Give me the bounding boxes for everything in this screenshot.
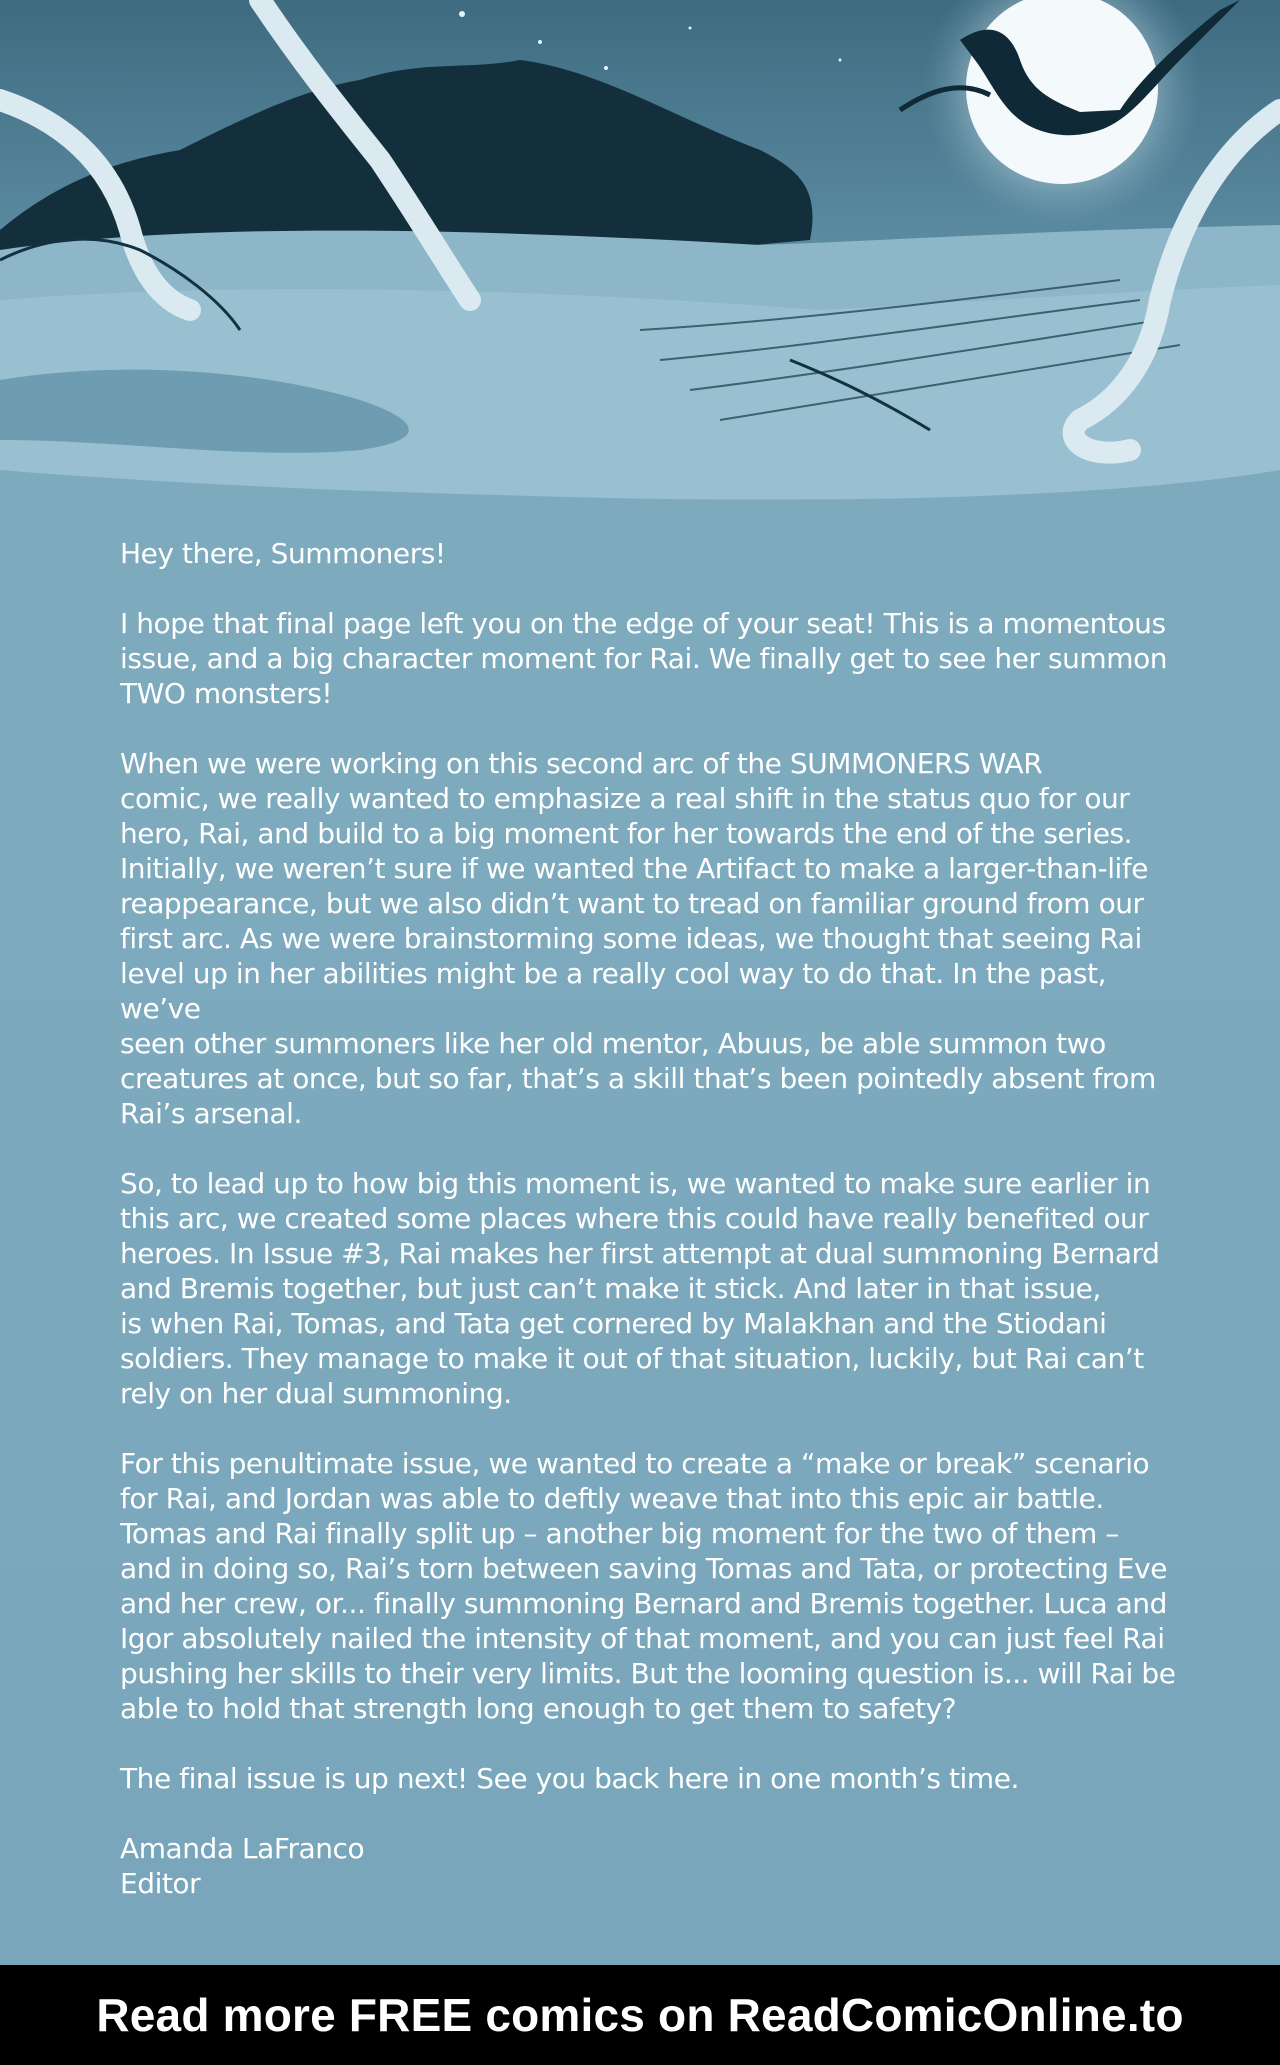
letter-paragraph-4: For this penultimate issue, we wanted to create a “make or break” scenario for Rai, and Jordan was able to deftly weave that into this epic air battle. Tomas and Rai finally split up – another big moment for the two of them – and in doing so, Rai’s torn between saving Tomas and Tata, or protecting Eve and her crew, or... finally summoning Bernard and Bremis together. Luca and Igor absolutely nailed the intensity of that moment, and you can just feel Rai pushing her skills to their very limits. But the looming question is... will Rai be able to hold that strength long enough to get them to safety? bbox=[120, 1447, 1176, 1725]
promo-banner bbox=[0, 1965, 1280, 2065]
editor-letter bbox=[120, 536, 1180, 1901]
promo-banner-text: Read more FREE comics on ReadComicOnline.to bbox=[96, 1989, 1184, 2041]
letter-paragraph-2: When we were working on this second arc of the SUMMONERS WAR comic, we really wanted to emphasize a real shift in the status quo for our hero, Rai, and build to a big moment for her towards the end of the series. Initially, we weren’t sure if we wanted the Artifact to make a larger-than-life reappearance, but we also didn’t want to tread on familiar ground from our first arc. As we were brainstorming some ideas, we thought that seeing Rai level up in her abilities might be a really cool way to do that. In the past, we’ve seen other summoners like her old mentor, Abuus, be able summon two creatures at once, but so far, that’s a skill that’s been pointedly absent from Rai’s arsenal. bbox=[120, 747, 1156, 1130]
night-landscape-illustration bbox=[0, 0, 1280, 520]
letter-paragraph-1: I hope that final page left you on the edge of your seat! This is a momentous issue, and a big character moment for Rai. We finally get to see her summon TWO monsters! bbox=[120, 607, 1168, 710]
signature-title: Editor bbox=[120, 1867, 201, 1900]
moon bbox=[966, 0, 1158, 184]
letter-paragraph-5: The final issue is up next! See you back here in one month’s time. bbox=[120, 1762, 1019, 1795]
letter-paragraph-3: So, to lead up to how big this moment is, we wanted to make sure earlier in this arc, we created some places where this could have really benefited our heroes. In Issue #3, Rai makes her first attempt at dual summoning Bernard and Bremis together, but just can’t make it stick. And later in that issue, is when Rai, Tomas, and Tata get cornered by Malakhan and the Stiodani soldiers. They manage to make it out of that situation, luckily, but Rai can’t rely on her dual summoning. bbox=[120, 1167, 1160, 1410]
letter-greeting: Hey there, Summoners! bbox=[120, 537, 446, 570]
signature-name: Amanda LaFranco bbox=[120, 1832, 365, 1865]
